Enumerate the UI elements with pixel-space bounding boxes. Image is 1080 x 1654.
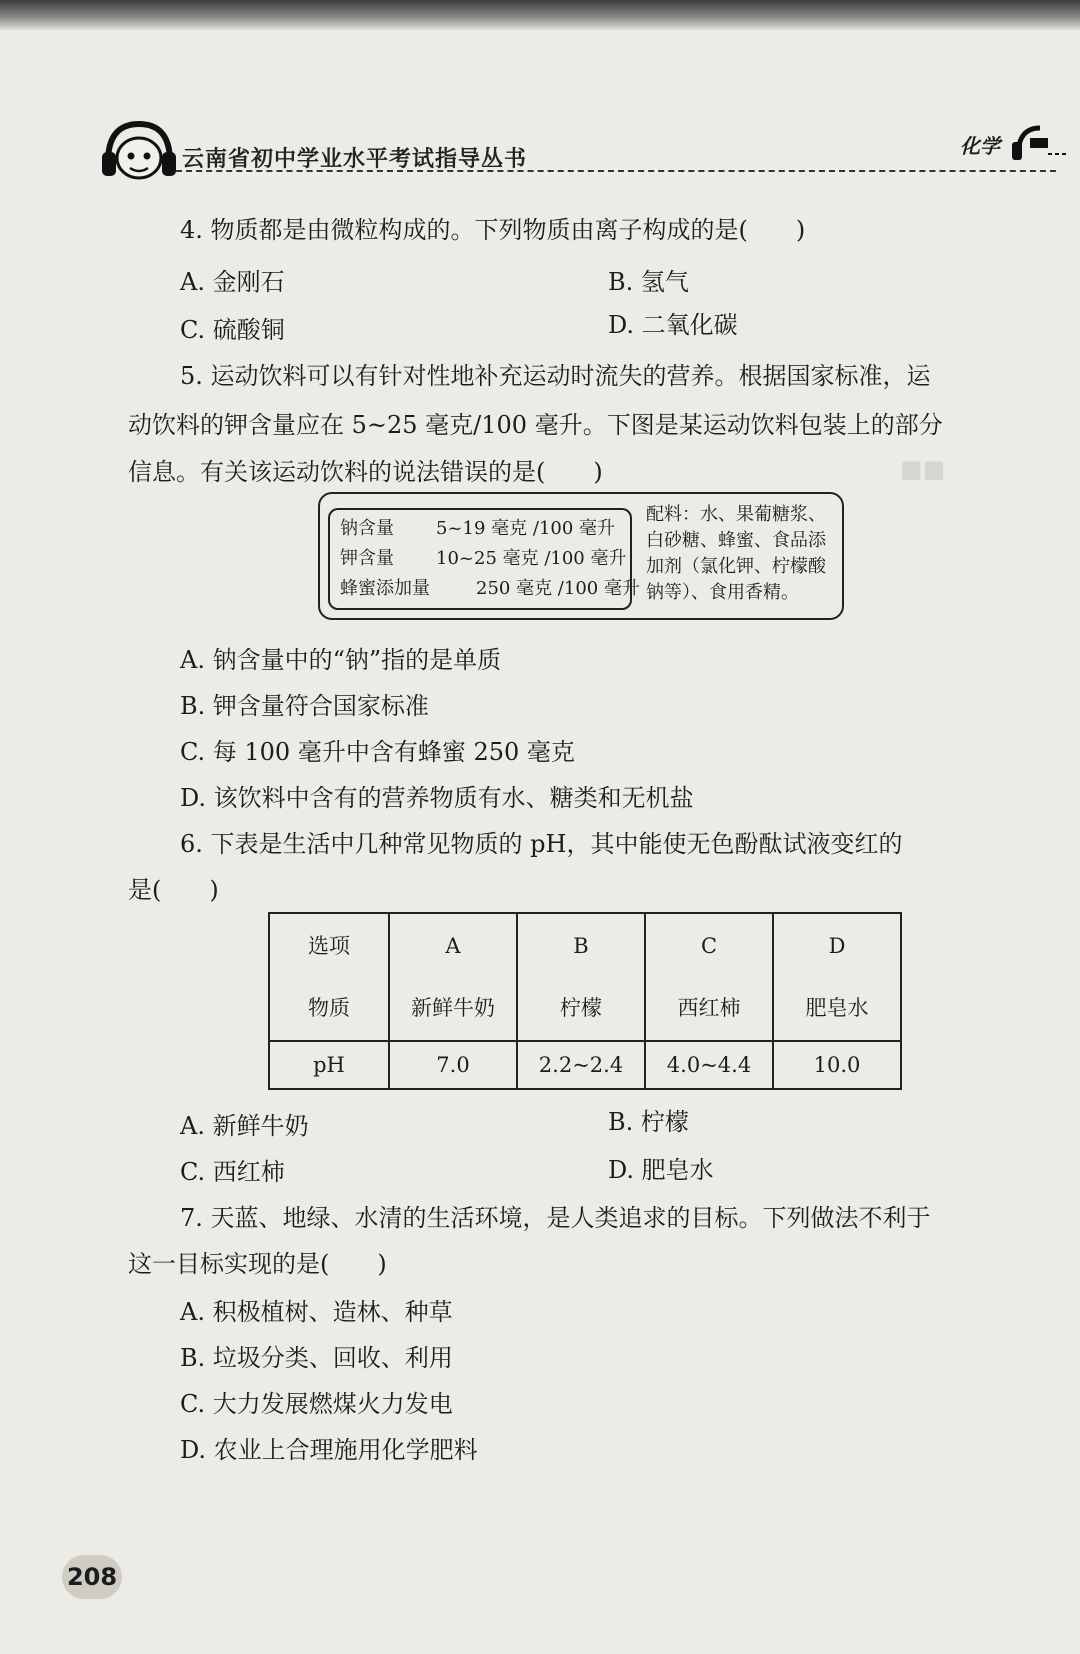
q4-option-b[interactable]: B. 氢气 — [608, 268, 689, 296]
ph-value-row — [269, 1041, 901, 1089]
col-b-letter: B — [573, 934, 589, 958]
label-option: 选项 — [308, 934, 350, 958]
col-d-letter: D — [828, 934, 846, 958]
ph-table-head-row — [269, 913, 901, 1041]
honey-row — [340, 574, 640, 600]
q6-stem-line-1: 6. 下表是生活中几种常见物质的 pH，其中能使无色酚酞试液变红的 — [180, 830, 903, 858]
q7-option-b[interactable]: B. 垃圾分类、回收、利用 — [180, 1344, 453, 1372]
q7-stem-line-1: 7. 天蓝、地绿、水清的生活环境，是人类追求的目标。下列做法不利于 — [180, 1204, 931, 1232]
potassium-name: 钾含量 — [340, 548, 394, 569]
col-c-letter: C — [700, 934, 718, 958]
q7-option-d[interactable]: D. 农业上合理施用化学肥料 — [180, 1436, 478, 1464]
label-substance: 物质 — [308, 996, 350, 1020]
col-d-substance: 肥皂水 — [805, 996, 869, 1020]
bleed-through-shadow: ■■ — [900, 455, 946, 483]
q5-option-d[interactable]: D. 该饮料中含有的营养物质有水、糖类和无机盐 — [180, 784, 694, 812]
q5-stem-line-1: 5. 运动饮料可以有针对性地补充运动时流失的营养。根据国家标准，运 — [180, 362, 931, 390]
q6-option-c[interactable]: C. 西红柿 — [180, 1158, 285, 1186]
potassium-row — [340, 544, 627, 570]
q5-stem-line-2: 动饮料的钾含量应在 5~25 毫克/100 毫升。下图是某运动饮料包装上的部分 — [128, 411, 943, 439]
page-number: 208 — [62, 1555, 122, 1599]
q4-option-a[interactable]: A. 金刚石 — [180, 268, 285, 296]
q7-option-a[interactable]: A. 积极植树、造林、种草 — [180, 1298, 453, 1326]
sodium-row — [340, 514, 616, 540]
subject-label: 化学 — [960, 134, 1000, 158]
nutrition-table — [328, 508, 640, 610]
col-a-substance: 新鲜牛奶 — [411, 996, 495, 1020]
ingredients-text: 配料：水、果葡糖浆、白砂糖、蜂蜜、食品添加剂（氯化钾、柠檬酸钠等）、食用香精。 — [646, 504, 826, 603]
table-col-b — [517, 913, 645, 1041]
table-col-c — [645, 913, 773, 1041]
q5-option-b[interactable]: B. 钾含量符合国家标准 — [180, 692, 429, 720]
drink-nutrition-label — [318, 492, 844, 620]
potassium-value: 10~25 毫克 /100 毫升 — [436, 548, 627, 569]
sodium-value: 5~19 毫克 /100 毫升 — [436, 518, 616, 539]
ph-d: 10.0 — [773, 1041, 901, 1089]
q7-stem-line-2: 这一目标实现的是( ) — [128, 1250, 387, 1278]
q6-option-d[interactable]: D. 肥皂水 — [608, 1156, 714, 1184]
ph-table — [268, 912, 902, 1090]
table-row-labels — [269, 913, 389, 1041]
label-ph: pH — [269, 1041, 389, 1089]
q6-option-a[interactable]: A. 新鲜牛奶 — [180, 1112, 309, 1140]
series-title: 云南省初中学业水平考试指导丛书 — [182, 147, 528, 172]
q5-option-a[interactable]: A. 钠含量中的“钠”指的是单质 — [180, 646, 502, 674]
q6-option-b[interactable]: B. 柠檬 — [608, 1108, 689, 1136]
honey-name: 蜂蜜添加量 — [340, 578, 430, 599]
q5-option-c[interactable]: C. 每 100 毫升中含有蜂蜜 250 毫克 — [180, 738, 575, 766]
q5-stem-line-3: 信息。有关该运动饮料的说法错误的是( ) — [128, 458, 603, 486]
q6-stem-line-2: 是( ) — [128, 876, 219, 904]
table-col-a — [389, 913, 517, 1041]
ph-b: 2.2~2.4 — [517, 1041, 645, 1089]
ph-c: 4.0~4.4 — [645, 1041, 773, 1089]
col-a-letter: A — [445, 934, 461, 958]
q4-stem: 4. 物质都是由微粒构成的。下列物质由离子构成的是( ) — [180, 216, 806, 244]
q7-option-c[interactable]: C. 大力发展燃煤火力发电 — [180, 1390, 453, 1418]
sodium-name: 钠含量 — [340, 518, 394, 539]
col-c-substance: 西红柿 — [677, 996, 741, 1020]
ph-a: 7.0 — [389, 1041, 517, 1089]
honey-value: 250 毫克 /100 毫升 — [476, 578, 640, 599]
col-b-substance: 柠檬 — [560, 996, 602, 1020]
table-col-d — [773, 913, 901, 1041]
q4-option-d[interactable]: D. 二氧化碳 — [608, 311, 738, 339]
q4-option-c[interactable]: C. 硫酸铜 — [180, 316, 285, 344]
